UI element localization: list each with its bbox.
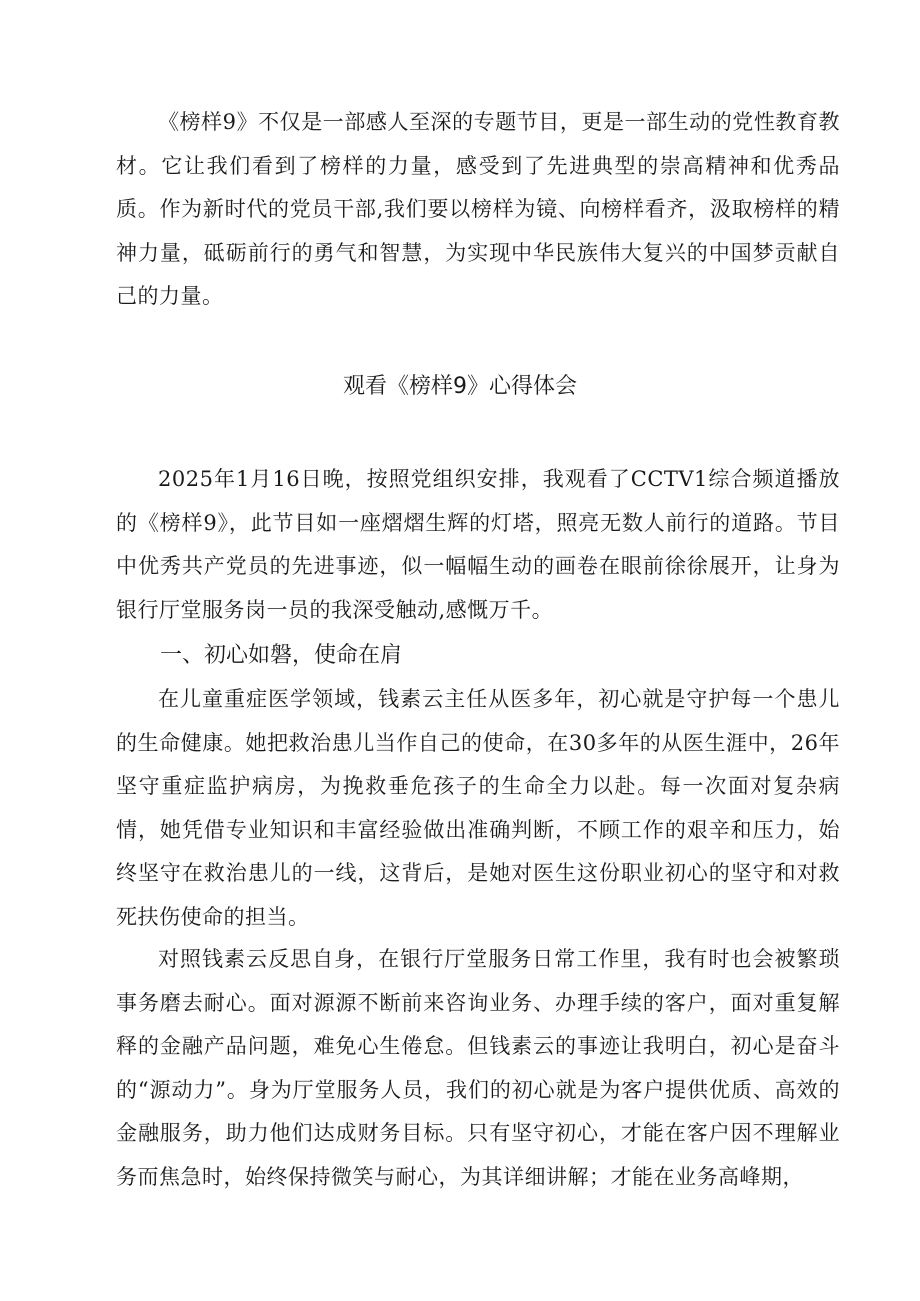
- case-paragraph: 在儿童重症医学领域，钱素云主任从医多年，初心就是守护每一个患儿的生命健康。她把救治患儿当作自己的使命，在30多年的从医生涯中，26年坚守重症监护病房，为挽救垂危孩子的生命全力以赴。每一次面对复杂病情，她凭借专业知识和丰富经验做出准确判断，不顾工作的艰辛和压力，始终坚守在救治患儿的一线，这背后，是她对医生这份职业初心的坚守和对救死扶伤使命的担当。: [116, 687, 840, 929]
- reflection-paragraph: 对照钱素云反思自身，在银行厅堂服务日常工作里，我有时也会被繁琐事务磨去耐心。面对源源不断前来咨询业务、办理手续的客户，面对重复解释的金融产品问题，难免心生倦怠。但钱素云的事迹让我明白，初心是奋斗的“源动力”。身为厅堂服务人员，我们的初心就是为客户提供优质、高效的金融服务，助力他们达成财务目标。只有坚守初心，才能在客户因不理解业务而焦急时，始终保持微笑与耐心，为其详细讲解；才能在业务高峰期，: [116, 947, 840, 1189]
- document-title: 观看《榜样9》心得体会: [343, 374, 577, 399]
- intro-paragraph: 《榜样9》不仅是一部感人至深的专题节目，更是一部生动的党性教育教材。它让我们看到了榜样的力量，感受到了先进典型的崇高精神和优秀品质。作为新时代的党员干部,我们要以榜样为镜、向榜样看齐，汲取榜样的精神力量，砥砺前行的勇气和智慧，为实现中华民族伟大复兴的中国梦贡献自己的力量。: [116, 110, 840, 308]
- opening-paragraph: 2025年1月16日晚，按照党组织安排，我观看了CCTV1综合频道播放的《榜样9》，此节目如一座熠熠生辉的灯塔，照亮无数人前行的道路。节目中优秀共产党员的先进事迹，似一幅幅生动的画卷在眼前徐徐展开，让身为银行厅堂服务岗一员的我深受触动,感慨万千。: [116, 467, 840, 622]
- section-heading: 一、初心如磐，使命在肩: [160, 643, 403, 668]
